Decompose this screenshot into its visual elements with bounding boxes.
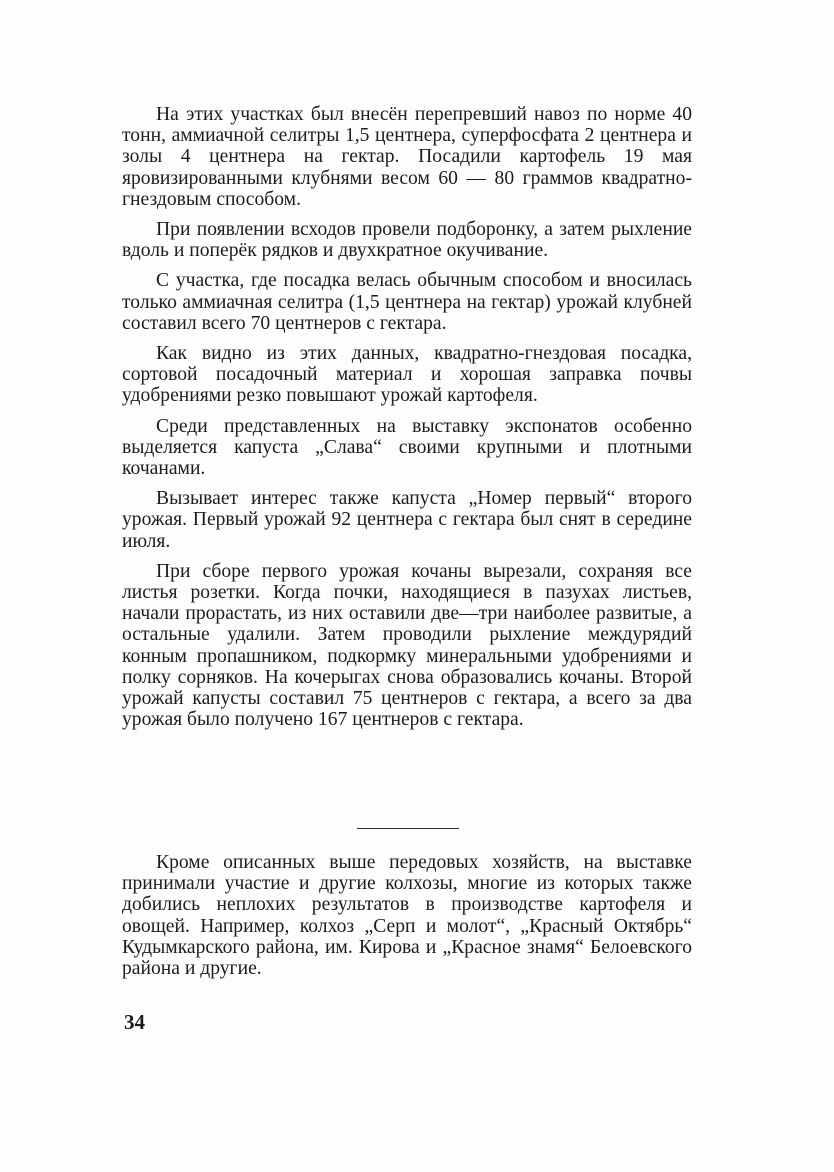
paragraph-cabbage-slava: Среди представленных на выставку экспонатов особенно выделяется капуста „Слава“ своими крупными и плотными кочанами. bbox=[122, 415, 692, 480]
closing-text-block bbox=[122, 852, 692, 988]
paragraph-second-harvest: При сборе первого урожая кочаны вырезали, сохраняя все листья розетки. Когда почки, находящиеся в пазухах листьев, начали прорастать, из них оставили две—три наиболее развитые, а остальные удалили. Затем проводили рыхление междурядий конным пропашником, подкормку минеральными удобрениями и полку сорняков. На кочерыгах снова образовались кочаны. Второй урожай капусты составил 75 центнеров с гектара, а всего за два урожая было получено 167 центнеров с гектара. bbox=[122, 560, 692, 731]
paragraph-conclusion-potato: Как видно из этих данных, квадратно-гнездовая посадка, сортовой посадочный материал и хорошая заправка почвы удобрениями резко повышают урожай картофеля. bbox=[122, 343, 692, 407]
paragraph-manure-norms: На этих участках был внесён перепревший навоз по норме 40 тонн, аммиачной селитры 1,5 центнера, суперфосфата 2 центнера и золы 4 центнера на гектар. Посадили картофель 19 мая яровизированными клубнями весом 60 — 80 граммов квадратно-гнездовым способом. bbox=[122, 104, 692, 210]
paragraph-ordinary-planting: С участка, где посадка велась обычным способом и вносилась только аммиачная селитра (1,5 центнера на гектар) урожай клубней составил всего 70 центнеров с гектара. bbox=[122, 270, 692, 334]
main-text-block bbox=[122, 104, 692, 739]
paragraph-cabbage-nomer-pervyi: Вызывает интерес также капуста „Номер первый“ второго урожая. Первый урожай 92 центнера с гектара был снят в середине июля. bbox=[122, 488, 692, 552]
section-separator bbox=[357, 828, 459, 829]
paragraph-harrowing: При появлении всходов провели подборонку, а затем рыхление вдоль и поперёк рядков и двухкратное окучивание. bbox=[122, 219, 692, 262]
page-number: 34 bbox=[124, 1010, 145, 1034]
paragraph-other-farms: Кроме описанных выше передовых хозяйств, на выставке принимали участие и другие колхозы, многие из которых также добились неплохих результатов в производстве картофеля и овощей. Например, колхоз „Серп и молот“, „Красный Октябрь“ Кудымкарского района, им. Кирова и „Красное знамя“ Белоевского района и другие. bbox=[122, 852, 692, 980]
